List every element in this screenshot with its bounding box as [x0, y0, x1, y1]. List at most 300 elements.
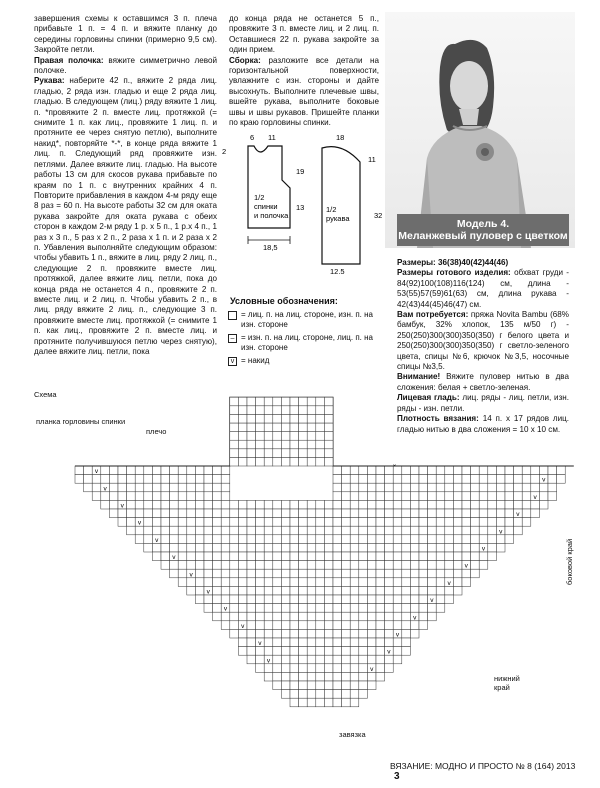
chart-cell [264, 449, 273, 458]
chart-cell [479, 466, 488, 475]
chart-cell [419, 621, 428, 630]
chart-cell [385, 535, 394, 544]
model-title: Модель 4. [456, 218, 510, 230]
chart-cell [324, 638, 333, 647]
chart-cell [238, 449, 247, 458]
chart-cell [230, 500, 239, 509]
chart-cell [290, 638, 299, 647]
chart-cell [471, 526, 480, 535]
chart-cell [324, 672, 333, 681]
chart-cell [238, 612, 247, 621]
chart-cell [462, 518, 471, 527]
yarn-over-mark: v [189, 571, 193, 579]
chart-cell [84, 483, 93, 492]
chart-cell [247, 509, 256, 518]
chart-cell [445, 500, 454, 509]
chart-cell [299, 509, 308, 518]
chart-cell [419, 561, 428, 570]
chart-cell [333, 578, 342, 587]
chart-cell [307, 638, 316, 647]
chart-cell [307, 672, 316, 681]
chart-cell [238, 578, 247, 587]
chart-cell [118, 475, 127, 484]
chart-cell [350, 526, 359, 535]
chart-cell [445, 492, 454, 501]
chart-cell [350, 578, 359, 587]
chart-cell [333, 475, 342, 484]
chart-cell [350, 690, 359, 699]
footer-title: ВЯЗАНИЕ: МОДНО И ПРОСТО № 8 (164) 2013 [390, 761, 576, 771]
chart-cell [230, 432, 239, 441]
chart-cell [109, 483, 118, 492]
chart-cell [496, 509, 505, 518]
yarn-over-mark: v [223, 605, 228, 613]
chart-cell [471, 509, 480, 518]
chart-cell [385, 604, 394, 613]
model-subtitle: Меланжевый пуловер с цветком [398, 230, 568, 242]
chart-cell [419, 535, 428, 544]
chart-cell [152, 552, 161, 561]
chart-cell [316, 535, 325, 544]
materials: Вам потребуется: пряжа Novita Bambu (68% бамбук, 32% хлопок, 135 м/50 г) - 250(250)300(300)350(350) г белого цвета и 250(250)300(300)350(350) г светло-зеленого цвета, спицы №6, крючок №3,5, носочные спицы №3,5. [397, 310, 569, 372]
chart-cell [488, 552, 497, 561]
chart-cell [213, 612, 222, 621]
chart-cell [436, 526, 445, 535]
chart-cell [419, 612, 428, 621]
chart-cell [161, 526, 170, 535]
chart-cell [402, 518, 411, 527]
chart-cell [316, 629, 325, 638]
chart-cell [359, 543, 368, 552]
chart-cell [273, 543, 282, 552]
chart-cell [342, 578, 351, 587]
chart-cell [213, 543, 222, 552]
yarn-over-mark: v [533, 493, 537, 501]
chart-cell [402, 586, 411, 595]
chart-cell [514, 483, 523, 492]
chart-cell [453, 561, 462, 570]
chart-cell [281, 664, 290, 673]
chart-cell [221, 561, 230, 570]
chart-cell [221, 543, 230, 552]
chart-cell [393, 492, 402, 501]
chart-cell [453, 483, 462, 492]
chart-cell [316, 638, 325, 647]
chart-cell [410, 552, 419, 561]
chart-cell [479, 552, 488, 561]
chart-cell [264, 578, 273, 587]
chart-cell [247, 578, 256, 587]
chart-cell [307, 569, 316, 578]
chart-cell [385, 578, 394, 587]
chart-cell [290, 569, 299, 578]
paragraph-2: Правая полочка: вяжите симметрично левой полочке. [34, 55, 217, 76]
chart-cell [161, 475, 170, 484]
chart-cell [307, 595, 316, 604]
chart-cell [161, 492, 170, 501]
chart-cell [195, 535, 204, 544]
chart-cell [127, 500, 136, 509]
chart-cell [307, 586, 316, 595]
chart-cell [342, 518, 351, 527]
chart-cell [324, 690, 333, 699]
chart-cell [307, 604, 316, 613]
chart-cell [359, 655, 368, 664]
chart-cell [221, 509, 230, 518]
chart-cell [385, 561, 394, 570]
chart-cell [299, 586, 308, 595]
chart-cell [316, 672, 325, 681]
chart-cell [281, 621, 290, 630]
chart-cell [350, 655, 359, 664]
chart-cell [514, 526, 523, 535]
chart-cell [299, 604, 308, 613]
chart-cell [324, 664, 333, 673]
chart-cell [471, 552, 480, 561]
chart-cell [187, 578, 196, 587]
chart-cell [350, 518, 359, 527]
chart-cell [238, 535, 247, 544]
chart-cell [393, 578, 402, 587]
chart-cell [333, 552, 342, 561]
chart-cell [402, 483, 411, 492]
chart-cell [290, 423, 299, 432]
chart-cell [505, 492, 514, 501]
chart-cell [359, 638, 368, 647]
chart-cell [221, 518, 230, 527]
chart-cell [419, 543, 428, 552]
chart-cell [290, 629, 299, 638]
chart-cell [178, 569, 187, 578]
chart-cell [445, 561, 454, 570]
chart-cell [376, 586, 385, 595]
chart-cell [256, 586, 265, 595]
chart-cell [367, 681, 376, 690]
chart-cell [170, 535, 179, 544]
chart-cell [290, 543, 299, 552]
label-18: 18 [336, 133, 345, 142]
chart-cell [385, 543, 394, 552]
chart-cell [135, 492, 144, 501]
gauge: Плотность вязания: 14 п. x 17 рядов лиц. гладью нитью в два сложения = 10 x 10 см. [397, 414, 570, 434]
chart-cell [127, 466, 136, 475]
chart-cell [290, 621, 299, 630]
chart-cell [342, 655, 351, 664]
chart-cell [436, 500, 445, 509]
chart-cell [307, 397, 316, 406]
chart-cell [290, 406, 299, 415]
chart-title: Схема [34, 390, 57, 399]
chart-cell [342, 561, 351, 570]
chart-cell [264, 595, 273, 604]
chart-cell [385, 500, 394, 509]
chart-cell [410, 543, 419, 552]
chart-cell [273, 457, 282, 466]
chart-cell [221, 595, 230, 604]
chart-cell [505, 535, 514, 544]
chart-cell [204, 569, 213, 578]
chart-cell [273, 586, 282, 595]
chart-cell [221, 612, 230, 621]
chart-cell [187, 500, 196, 509]
chart-cell [273, 561, 282, 570]
chart-cell [342, 500, 351, 509]
chart-cell [238, 414, 247, 423]
chart-cell [221, 483, 230, 492]
chart-cell [281, 543, 290, 552]
yarn-over-symbol-icon: v [228, 357, 237, 366]
chart-cell [307, 432, 316, 441]
chart-cell [281, 655, 290, 664]
chart-cell [385, 586, 394, 595]
chart-cell [307, 449, 316, 458]
chart-cell [376, 595, 385, 604]
chart-cell [496, 475, 505, 484]
chart-cell [135, 500, 144, 509]
chart-cell [187, 492, 196, 501]
chart-cell [290, 518, 299, 527]
chart-cell [471, 561, 480, 570]
chart-cell [479, 561, 488, 570]
chart-cell [127, 492, 136, 501]
chart-cell [299, 423, 308, 432]
chart-cell [453, 518, 462, 527]
chart-cell [333, 655, 342, 664]
chart-cell [247, 655, 256, 664]
chart-cell [436, 561, 445, 570]
chart-cell [402, 561, 411, 570]
chart-cell [238, 561, 247, 570]
yarn-over-mark: v [206, 588, 210, 596]
chart-cell [187, 483, 196, 492]
chart-cell [376, 500, 385, 509]
chart-cell [557, 466, 566, 475]
chart-cell [367, 552, 376, 561]
chart-cell [531, 500, 540, 509]
chart-cell [290, 457, 299, 466]
chart-cell [333, 509, 342, 518]
chart-cell [342, 483, 351, 492]
chart-cell [307, 629, 316, 638]
chart-cell [281, 509, 290, 518]
chart-cell [238, 526, 247, 535]
chart-cell [436, 466, 445, 475]
chart-cell [281, 406, 290, 415]
chart-cell [333, 492, 342, 501]
chart-cell [230, 604, 239, 613]
chart-cell [256, 432, 265, 441]
chart-cell [204, 509, 213, 518]
yarn-over-mark: v [499, 528, 503, 536]
chart-cell [238, 397, 247, 406]
chart-cell [118, 509, 127, 518]
chart-cell [342, 543, 351, 552]
chart-cell [445, 475, 454, 484]
chart-cell [152, 509, 161, 518]
chart-cell [230, 535, 239, 544]
chart-cell [316, 509, 325, 518]
chart-cell [385, 492, 394, 501]
chart-cell [307, 406, 316, 415]
chart-cell [221, 621, 230, 630]
chart-cell [367, 647, 376, 656]
chart-cell [316, 440, 325, 449]
chart-cell [514, 518, 523, 527]
chart-cell [290, 561, 299, 570]
chart-cell [436, 475, 445, 484]
chart-cell [299, 561, 308, 570]
chart-cell [367, 612, 376, 621]
chart-cell [410, 595, 419, 604]
chart-cell [290, 526, 299, 535]
chart-cell [385, 655, 394, 664]
chart-cell [118, 483, 127, 492]
chart-cell [299, 672, 308, 681]
chart-cell [419, 552, 428, 561]
chart-cell [230, 552, 239, 561]
chart-cell [213, 586, 222, 595]
label-32: 32 [374, 211, 383, 220]
chart-cell [281, 449, 290, 458]
chart-cell [273, 604, 282, 613]
chart-cell [410, 483, 419, 492]
chart-cell [264, 397, 273, 406]
chart-cell [127, 526, 136, 535]
chart-cell [299, 629, 308, 638]
chart-cell [256, 535, 265, 544]
chart-cell [471, 466, 480, 475]
chart-cell [479, 518, 488, 527]
chart-cell [428, 509, 437, 518]
chart-cell [376, 552, 385, 561]
chart-cell [170, 500, 179, 509]
chart-cell [385, 552, 394, 561]
chart-cell [316, 552, 325, 561]
chart-cell [109, 500, 118, 509]
chart-cell [299, 578, 308, 587]
chart-cell [393, 621, 402, 630]
chart-cell [385, 509, 394, 518]
chart-cell [316, 655, 325, 664]
chart-bottom-label: нижний край [494, 674, 520, 692]
chart-cell [359, 672, 368, 681]
chart-cell [350, 535, 359, 544]
chart-cell [350, 543, 359, 552]
chart-cell [247, 612, 256, 621]
chart-cell [324, 681, 333, 690]
chart-cell [299, 397, 308, 406]
chart-cell [324, 569, 333, 578]
chart-cell [428, 569, 437, 578]
chart-cell [264, 647, 273, 656]
chart-cell [273, 629, 282, 638]
chart-cell [281, 681, 290, 690]
chart-cell [256, 612, 265, 621]
chart-cell [402, 492, 411, 501]
chart-cell [479, 483, 488, 492]
chart-cell [230, 578, 239, 587]
chart-cell [324, 423, 333, 432]
chart-cell [350, 552, 359, 561]
chart-cell [419, 595, 428, 604]
chart-cell [299, 552, 308, 561]
chart-cell [238, 638, 247, 647]
chart-cell [376, 466, 385, 475]
chart-cell [428, 466, 437, 475]
chart-cell [264, 629, 273, 638]
chart-cell [161, 535, 170, 544]
chart-cell [256, 406, 265, 415]
purl-symbol-icon: – [228, 334, 237, 343]
chart-cell [299, 406, 308, 415]
chart-cell [402, 535, 411, 544]
chart-cell [316, 698, 325, 707]
chart-cell [453, 578, 462, 587]
label-11a: 11 [268, 133, 276, 142]
yarn-over-mark: v [266, 657, 271, 665]
chart-cell [419, 578, 428, 587]
chart-cell [402, 647, 411, 656]
chart-cell [238, 518, 247, 527]
chart-cell [376, 647, 385, 656]
chart-cell [479, 475, 488, 484]
chart-cell [342, 681, 351, 690]
chart-cell [273, 638, 282, 647]
chart-cell [178, 466, 187, 475]
yarn-over-mark: v [387, 648, 391, 656]
chart-cell [462, 483, 471, 492]
chart-cell [256, 518, 265, 527]
chart-cell [204, 595, 213, 604]
chart-cell [281, 638, 290, 647]
chart-cell [385, 518, 394, 527]
chart-cell [281, 561, 290, 570]
chart-cell [471, 483, 480, 492]
chart-cell [135, 466, 144, 475]
chart-cell [359, 690, 368, 699]
chart-cell [195, 509, 204, 518]
chart-cell [299, 457, 308, 466]
chart-cell [204, 466, 213, 475]
chart-cell [204, 543, 213, 552]
chart-cell [428, 535, 437, 544]
chart-cell [307, 518, 316, 527]
chart-cell [342, 586, 351, 595]
chart-cell [342, 492, 351, 501]
chart-cell [324, 612, 333, 621]
chart-cell [324, 552, 333, 561]
chart-cell [213, 595, 222, 604]
chart-cell [204, 604, 213, 613]
yarn-over-mark: v [172, 554, 176, 562]
chart-cell [299, 449, 308, 458]
chart-cell [264, 518, 273, 527]
chart-cell [350, 604, 359, 613]
chart-cell [436, 552, 445, 561]
chart-cell [324, 629, 333, 638]
chart-cell [488, 492, 497, 501]
chart-cell [436, 586, 445, 595]
chart-cell [264, 569, 273, 578]
chart-cell [324, 500, 333, 509]
chart-cell [445, 535, 454, 544]
chart-cell [333, 543, 342, 552]
chart-cell [307, 561, 316, 570]
chart-cell [256, 440, 265, 449]
chart-cell [118, 466, 127, 475]
chart-cell [342, 647, 351, 656]
chart-cell [75, 475, 84, 484]
